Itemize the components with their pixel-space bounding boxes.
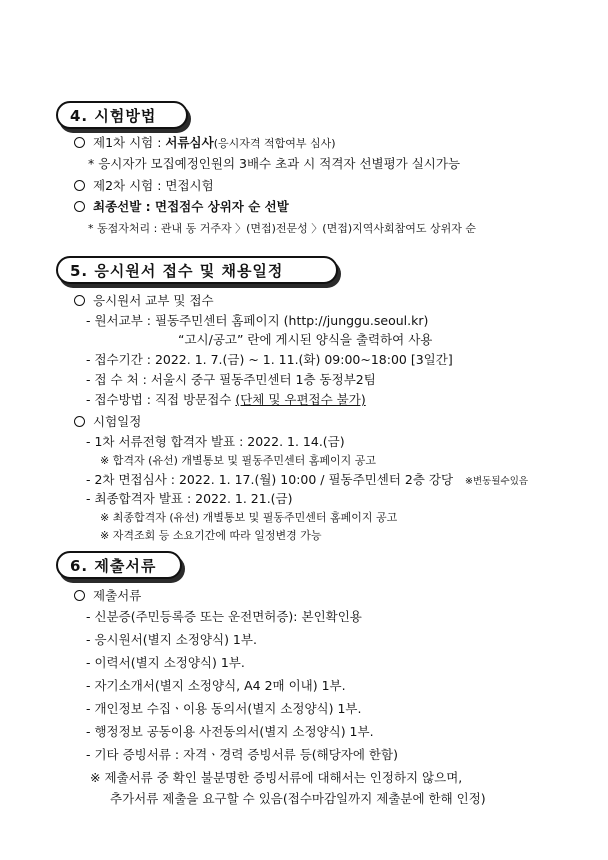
sec5-interview	[86, 471, 528, 491]
sec5-method	[86, 391, 366, 409]
doc-item: - 응시원서(별지 소정양식) 1부.	[86, 632, 257, 647]
sec5-first-result: - 1차 서류전형 합격자 발표 : 2022. 1. 14.(금)	[86, 434, 345, 449]
sec5-final-note-2: ※ 자격조회 등 소요기간에 따라 일정변경 가능	[100, 529, 322, 542]
sec5-final-result: - 최종합격자 발표 : 2022. 1. 21.(금)	[86, 491, 293, 506]
doc-item: - 자기소개서(별지 소정양식, A4 2매 이내) 1부.	[86, 678, 346, 693]
doc-item: - 신분증(주민등록증 또는 운전면허증): 본인확인용	[86, 609, 362, 624]
sec5-place: - 접 수 처 : 서울시 중구 필동주민센터 1층 동정부2팀	[86, 372, 376, 387]
first-exam-label: 제1차 시험 :	[93, 135, 166, 150]
bullet-circle-icon	[74, 201, 85, 212]
docs-head-text: 제출서류	[93, 588, 142, 603]
interview-note: ※변동될수있음	[465, 476, 529, 487]
sec6-note-1: ※ 제출서류 중 확인 불분명한 증빙서류에 대해서는 인정하지 않으며,	[90, 770, 463, 785]
bullet-circle-icon	[74, 295, 85, 306]
sec4-second-exam	[74, 177, 214, 195]
doc-item: - 이력서(별지 소정양식) 1부.	[86, 655, 245, 670]
sec5-distribution-2: “고시/공고” 란에 게시된 양식을 출력하여 사용	[178, 332, 433, 347]
bullet-circle-icon	[74, 180, 85, 191]
application-head-text: 응시원서 교부 및 접수	[93, 293, 214, 308]
sec4-note-applicants: * 응시자가 모집예정인원의 3배수 초과 시 적격자 선별평가 실시가능	[88, 156, 461, 171]
first-exam-value: 서류심사	[165, 135, 214, 150]
sec6-docs-head	[74, 587, 141, 605]
method-text: - 접수방법 : 직접 방문접수	[86, 392, 236, 407]
sec5-schedule-head	[74, 413, 141, 431]
schedule-head-text: 시험일정	[93, 414, 142, 429]
sec5-application-head	[74, 292, 214, 310]
bullet-circle-icon	[74, 137, 85, 148]
sec5-first-result-note: ※ 합격자 (유선) 개별통보 및 필동주민센터 홈페이지 공고	[100, 454, 377, 467]
sec5-distribution: - 원서교부 : 필동주민센터 홈페이지 (http://junggu.seoul.kr)	[86, 313, 429, 328]
section-6-title: 6. 제출서류	[56, 551, 182, 579]
first-exam-note: (응시자격 적합여부 심사)	[213, 137, 336, 150]
sec4-first-exam	[74, 134, 336, 153]
doc-item: - 기타 증빙서류 : 자격ㆍ경력 증빙서류 등(해당자에 한함)	[86, 747, 398, 762]
sec5-final-note-1: ※ 최종합격자 (유선) 개별통보 및 필동주민센터 홈페이지 공고	[100, 511, 398, 524]
final-selection-text: 최종선발 : 면접점수 상위자 순 선발	[93, 199, 289, 214]
doc-item: - 개인정보 수집ㆍ이용 동의서(별지 소정양식) 1부.	[86, 701, 362, 716]
doc-item: - 행정정보 공동이용 사전동의서(별지 소정양식) 1부.	[86, 724, 374, 739]
section-4-title: 4. 시험방법	[56, 101, 188, 129]
section-5-title: 5. 응시원서 접수 및 채용일정	[56, 256, 338, 284]
sec6-note-2: 추가서류 제출을 요구할 수 있음(접수마감일까지 제출분에 한해 인정)	[110, 791, 486, 806]
sec4-final-selection	[74, 198, 289, 216]
method-underlined: (단체 및 우편접수 불가)	[235, 392, 366, 407]
bullet-circle-icon	[74, 590, 85, 601]
interview-text: - 2차 면접심사 : 2022. 1. 17.(월) 10:00 / 필동주민센터 2층 강당	[86, 472, 454, 487]
second-exam-text: 제2차 시험 : 면접시험	[93, 178, 214, 193]
sec5-period: - 접수기간 : 2022. 1. 7.(금) ~ 1. 11.(화) 09:00~18:00 [3일간]	[86, 352, 453, 367]
sec4-tie-rule: * 동점자처리 : 관내 동 거주자 〉(면접)전문성 〉(면접)지역사회참여도 상위자 순	[88, 222, 476, 235]
bullet-circle-icon	[74, 416, 85, 427]
